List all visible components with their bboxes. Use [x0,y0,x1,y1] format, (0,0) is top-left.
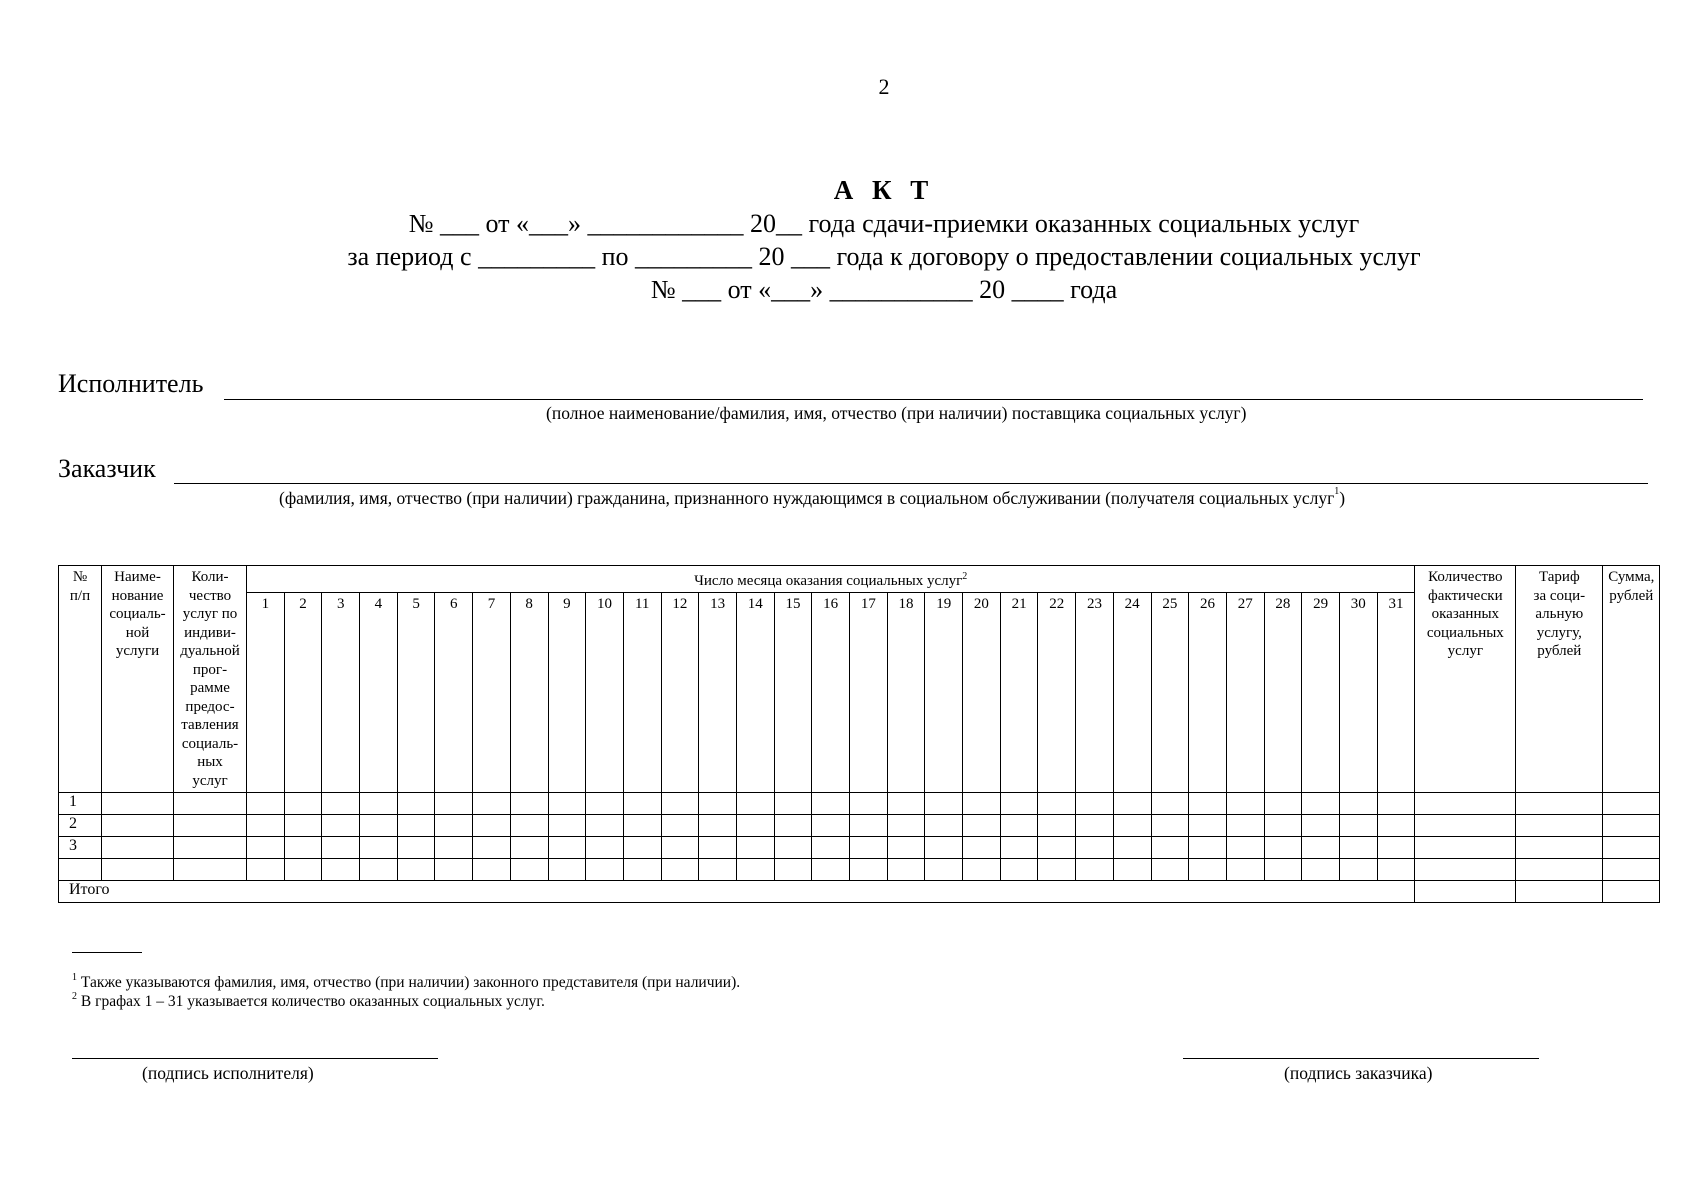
table-cell[interactable] [623,837,661,859]
header-day-28: 28 [1264,593,1302,793]
executor-signature-line[interactable] [72,1058,438,1059]
table-cell[interactable] [1226,859,1264,881]
table-cell[interactable] [397,837,435,859]
table-cell[interactable] [1076,859,1114,881]
table-cell[interactable] [247,837,285,859]
table-cell[interactable] [699,859,737,881]
table-cell[interactable] [623,859,661,881]
table-cell[interactable] [322,793,360,815]
table-cell[interactable] [623,815,661,837]
table-cell[interactable] [1189,793,1227,815]
row-number: 2 [59,815,102,837]
table-cell[interactable] [963,793,1001,815]
table-cell[interactable] [887,793,925,815]
table-cell[interactable] [1603,793,1660,815]
table-cell[interactable] [1038,837,1076,859]
table-cell[interactable] [397,859,435,881]
header-day-30: 30 [1339,593,1377,793]
table-cell[interactable] [174,793,247,815]
table-cell[interactable] [1377,815,1415,837]
footnote-1 [72,974,740,992]
table-cell[interactable] [548,837,586,859]
executor-label: Исполнитель [58,369,204,398]
header-day-5: 5 [397,593,435,793]
table-cell[interactable] [1038,793,1076,815]
header-day-16: 16 [812,593,850,793]
services-table [58,565,1660,903]
footnote-2 [72,993,545,1011]
table-cell[interactable] [473,793,511,815]
table-cell[interactable] [247,793,285,815]
table-cell[interactable] [774,837,812,859]
table-cell[interactable] [1339,859,1377,881]
table-cell[interactable] [850,859,888,881]
header-day-15: 15 [774,593,812,793]
header-days-of-month [247,566,1415,593]
table-cell[interactable] [322,859,360,881]
table-cell[interactable] [1000,859,1038,881]
table-cell[interactable] [435,837,473,859]
header-service-name-text: Наиме- нование социаль- ной услуги [109,569,166,659]
table-cell[interactable] [850,837,888,859]
act-header [0,174,1697,306]
table-cell[interactable] [548,793,586,815]
table-cell[interactable] [1038,815,1076,837]
table-cell[interactable] [1076,793,1114,815]
table-cell[interactable] [102,815,174,837]
table-cell[interactable] [812,859,850,881]
header-days-title: Число месяца оказания социальных услуг [694,573,963,589]
table-cell[interactable] [1000,837,1038,859]
table-cell[interactable] [102,837,174,859]
footnote-separator [72,952,142,953]
table-cell[interactable] [284,793,322,815]
table-cell[interactable] [1038,859,1076,881]
table-cell[interactable] [1189,859,1227,881]
table-cell[interactable] [247,815,285,837]
table-cell[interactable] [812,793,850,815]
header-day-19: 19 [925,593,963,793]
row-number: 3 [59,837,102,859]
table-cell[interactable] [1113,815,1151,837]
table-cell[interactable] [661,837,699,859]
total-tariff[interactable] [1516,881,1603,903]
header-actual-quantity-text: Количество фактически оказанных социальных услуг [1426,569,1504,659]
table-cell[interactable] [1226,815,1264,837]
header-actual-quantity [1415,566,1516,793]
table-cell[interactable] [925,815,963,837]
header-planned-quantity [174,566,247,793]
table-cell[interactable] [736,793,774,815]
table-cell[interactable] [435,793,473,815]
table-cell[interactable] [1113,859,1151,881]
table-cell[interactable] [1415,793,1516,815]
table-cell[interactable] [699,793,737,815]
header-planned-quantity-text: Коли- чество услуг по индиви- дуальной прог- рамме предос- тавления социаль- ных услуг [180,569,240,789]
table-cell[interactable] [1264,859,1302,881]
table-cell[interactable] [736,837,774,859]
table-cell[interactable] [548,815,586,837]
table-cell[interactable] [1302,815,1340,837]
customer-caption [279,488,1345,509]
table-cell[interactable] [174,815,247,837]
table-cell[interactable] [1339,815,1377,837]
table-cell[interactable] [247,859,285,881]
table-cell[interactable] [661,815,699,837]
act-period-line: за период с _________ по _________ 20 ___ года к договору о предоставлении социальных услуг [347,242,1421,271]
table-cell[interactable] [925,837,963,859]
table-cell[interactable] [322,837,360,859]
header-day-1: 1 [247,593,285,793]
header-day-11: 11 [623,593,661,793]
table-cell[interactable] [887,837,925,859]
table-cell[interactable] [1302,793,1340,815]
table-cell[interactable] [1076,815,1114,837]
header-number-text: № п/п [69,569,91,604]
header-day-23: 23 [1076,593,1114,793]
table-cell[interactable] [510,793,548,815]
header-day-27: 27 [1226,593,1264,793]
table-cell[interactable] [1516,837,1603,859]
table-cell[interactable] [661,859,699,881]
executor-signature-caption: (подпись исполнителя) [142,1063,314,1083]
customer-caption-end: ) [1339,488,1346,508]
header-day-20: 20 [963,593,1001,793]
table-cell[interactable] [1151,859,1189,881]
table-cell[interactable] [1264,815,1302,837]
table-cell[interactable] [1415,837,1516,859]
table-cell[interactable] [360,815,398,837]
table-cell[interactable] [586,793,624,815]
table-cell[interactable] [1302,837,1340,859]
executor-caption: (полное наименование/фамилия, имя, отчество (при наличии) поставщика социальных услуг) [546,403,1247,423]
header-tariff-text: Тариф за соци- альную услугу, рублей [1533,569,1586,659]
table-cell[interactable] [963,837,1001,859]
table-cell[interactable] [1516,859,1603,881]
table-row [59,859,1660,881]
table-cell[interactable] [548,859,586,881]
table-cell[interactable] [925,793,963,815]
table-cell[interactable] [1151,793,1189,815]
page-number: 2 [878,74,890,99]
table-cell[interactable] [397,793,435,815]
table-cell[interactable] [360,793,398,815]
table-cell[interactable] [1603,859,1660,881]
table-row [59,815,1660,837]
header-day-21: 21 [1000,593,1038,793]
table-cell[interactable] [661,793,699,815]
table-cell[interactable] [623,793,661,815]
contract-number-line: № ___ от «___» ___________ 20 ____ года [650,275,1118,304]
table-cell[interactable] [1339,793,1377,815]
table-cell[interactable] [1000,815,1038,837]
customer-caption-text: (фамилия, имя, отчество (при наличии) гражданина, признанного нуждающимся в социальном обслуживании (получателя социальных услуг [279,488,1335,508]
customer-label: Заказчик [58,454,156,483]
act-number-line: № ___ от «___» ____________ 20__ года сдачи-приемки оказанных социальных услуг [408,209,1360,238]
header-day-7: 7 [473,593,511,793]
table-cell[interactable] [736,815,774,837]
table-cell[interactable] [510,859,548,881]
footnote-ref-1: 1 [1334,486,1340,497]
header-day-26: 26 [1189,593,1227,793]
table-cell[interactable] [322,815,360,837]
table-cell[interactable] [284,837,322,859]
act-title: А К Т [833,175,935,205]
table-cell[interactable] [473,815,511,837]
header-day-24: 24 [1113,593,1151,793]
table-cell[interactable] [360,859,398,881]
row-number: 1 [59,793,102,815]
header-sum [1603,566,1660,793]
table-cell[interactable] [812,815,850,837]
total-sum[interactable] [1603,881,1660,903]
table-cell[interactable] [850,815,888,837]
header-day-3: 3 [322,593,360,793]
table-cell[interactable] [586,859,624,881]
table-cell[interactable] [1377,837,1415,859]
table-cell[interactable] [1226,793,1264,815]
table-cell[interactable] [850,793,888,815]
table-cell[interactable] [1076,837,1114,859]
header-day-8: 8 [510,593,548,793]
total-row [59,881,1660,903]
table-cell[interactable] [1226,837,1264,859]
table-cell[interactable] [736,859,774,881]
table-cell[interactable] [1264,837,1302,859]
table-row [59,837,1660,859]
header-day-31: 31 [1377,593,1415,793]
table-cell[interactable] [510,837,548,859]
table-cell[interactable] [1516,815,1603,837]
header-number [59,566,102,793]
footnote-ref-2: 2 [962,571,968,582]
header-day-17: 17 [850,593,888,793]
table-cell[interactable] [1113,837,1151,859]
footnote-2-marker: 2 [72,991,77,1002]
header-day-29: 29 [1302,593,1340,793]
table-cell[interactable] [1000,793,1038,815]
table-cell[interactable] [586,815,624,837]
table-cell[interactable] [1189,837,1227,859]
footnote-1-marker: 1 [72,972,77,983]
table-cell[interactable] [699,837,737,859]
header-day-12: 12 [661,593,699,793]
table-cell[interactable] [1264,793,1302,815]
header-day-22: 22 [1038,593,1076,793]
table-cell[interactable] [1415,859,1516,881]
header-service-name [102,566,174,793]
table-cell[interactable] [963,859,1001,881]
table-cell[interactable] [1603,837,1660,859]
table-cell[interactable] [1339,837,1377,859]
table-cell[interactable] [397,815,435,837]
table-cell[interactable] [774,815,812,837]
table-cell[interactable] [473,837,511,859]
table-cell[interactable] [473,859,511,881]
table-cell[interactable] [1415,815,1516,837]
executor-field[interactable] [224,377,1643,400]
header-day-9: 9 [548,593,586,793]
table-cell[interactable] [774,859,812,881]
row-number [59,859,102,881]
table-cell[interactable] [1377,793,1415,815]
table-cell[interactable] [887,815,925,837]
table-cell[interactable] [284,815,322,837]
table-cell[interactable] [699,815,737,837]
footnote-2-text: В графах 1 – 31 указывается количество оказанных социальных услуг. [77,993,545,1010]
total-label: Итого [59,881,1415,903]
header-day-4: 4 [360,593,398,793]
header-day-18: 18 [887,593,925,793]
header-day-10: 10 [586,593,624,793]
table-cell[interactable] [812,837,850,859]
customer-signature-line[interactable] [1183,1058,1539,1059]
header-tariff [1516,566,1603,793]
table-cell[interactable] [510,815,548,837]
table-cell[interactable] [1603,815,1660,837]
header-day-2: 2 [284,593,322,793]
table-cell[interactable] [284,859,322,881]
table-cell[interactable] [887,859,925,881]
table-cell[interactable] [1151,815,1189,837]
table-cell[interactable] [102,793,174,815]
footnote-1-text: Также указываются фамилия, имя, отчество (при наличии) законного представителя (при наличии). [77,974,741,991]
customer-signature-caption: (подпись заказчика) [1284,1063,1433,1083]
header-sum-text: Сумма, рублей [1608,569,1655,604]
table-cell[interactable] [963,815,1001,837]
table-cell[interactable] [925,859,963,881]
table-cell[interactable] [1113,793,1151,815]
table-cell[interactable] [1189,815,1227,837]
table-cell[interactable] [435,815,473,837]
table-cell[interactable] [1302,859,1340,881]
total-actual-quantity[interactable] [1415,881,1516,903]
table-cell[interactable] [1151,837,1189,859]
header-day-6: 6 [435,593,473,793]
table-cell[interactable] [586,837,624,859]
table-cell[interactable] [102,859,174,881]
table-cell[interactable] [360,837,398,859]
table-cell[interactable] [435,859,473,881]
customer-field[interactable] [174,461,1648,484]
table-cell[interactable] [1377,859,1415,881]
table-cell[interactable] [174,859,247,881]
table-cell[interactable] [174,837,247,859]
table-cell[interactable] [774,793,812,815]
header-day-14: 14 [736,593,774,793]
header-day-25: 25 [1151,593,1189,793]
header-day-13: 13 [699,593,737,793]
table-cell[interactable] [1516,793,1603,815]
table-row [59,793,1660,815]
